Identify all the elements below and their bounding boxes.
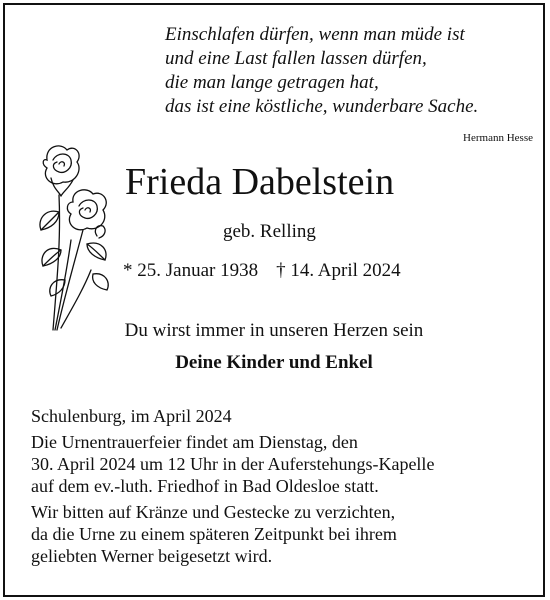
farewell-line: Du wirst immer in unseren Herzen sein xyxy=(124,320,424,341)
life-dates xyxy=(123,260,401,282)
ceremony-line: auf dem ev.-luth. Friedhof in Bad Oldesloe statt. xyxy=(31,476,379,496)
ceremony-line: 30. April 2024 um 12 Uhr in der Auferstehungs-Kapelle xyxy=(31,454,435,474)
quote-line: und eine Last fallen lassen dürfen, xyxy=(165,48,427,69)
place-date: Schulenburg, im April 2024 xyxy=(31,406,232,426)
ceremony-paragraph xyxy=(31,431,536,497)
quote-block xyxy=(165,23,535,119)
service-info xyxy=(31,405,536,567)
family-signature: Deine Kinder und Enkel xyxy=(175,352,373,373)
request-line: Wir bitten auf Kränze und Gestecke zu verzichten, xyxy=(31,502,396,522)
obituary-card xyxy=(3,3,545,597)
ceremony-line: Die Urnentrauerfeier findet am Dienstag, den xyxy=(31,432,358,452)
quote-author: Hermann Hesse xyxy=(463,132,533,144)
deceased-name: Frieda Dabelstein xyxy=(125,161,395,203)
quote-line: das ist eine köstliche, wunderbare Sache. xyxy=(165,96,479,117)
death-date: † 14. April 2024 xyxy=(276,260,401,281)
request-paragraph xyxy=(31,501,536,567)
rose-bouquet-icon xyxy=(31,140,113,335)
quote-line: die man lange getragen hat, xyxy=(165,72,379,93)
maiden-name: geb. Relling xyxy=(223,221,316,242)
birth-date: * 25. Januar 1938 xyxy=(123,260,259,281)
quote-line: Einschlafen dürfen, wenn man müde ist xyxy=(165,24,465,45)
request-line: da die Urne zu einem späteren Zeitpunkt bei ihrem xyxy=(31,524,397,544)
request-line: geliebten Werner beigesetzt wird. xyxy=(31,546,273,566)
